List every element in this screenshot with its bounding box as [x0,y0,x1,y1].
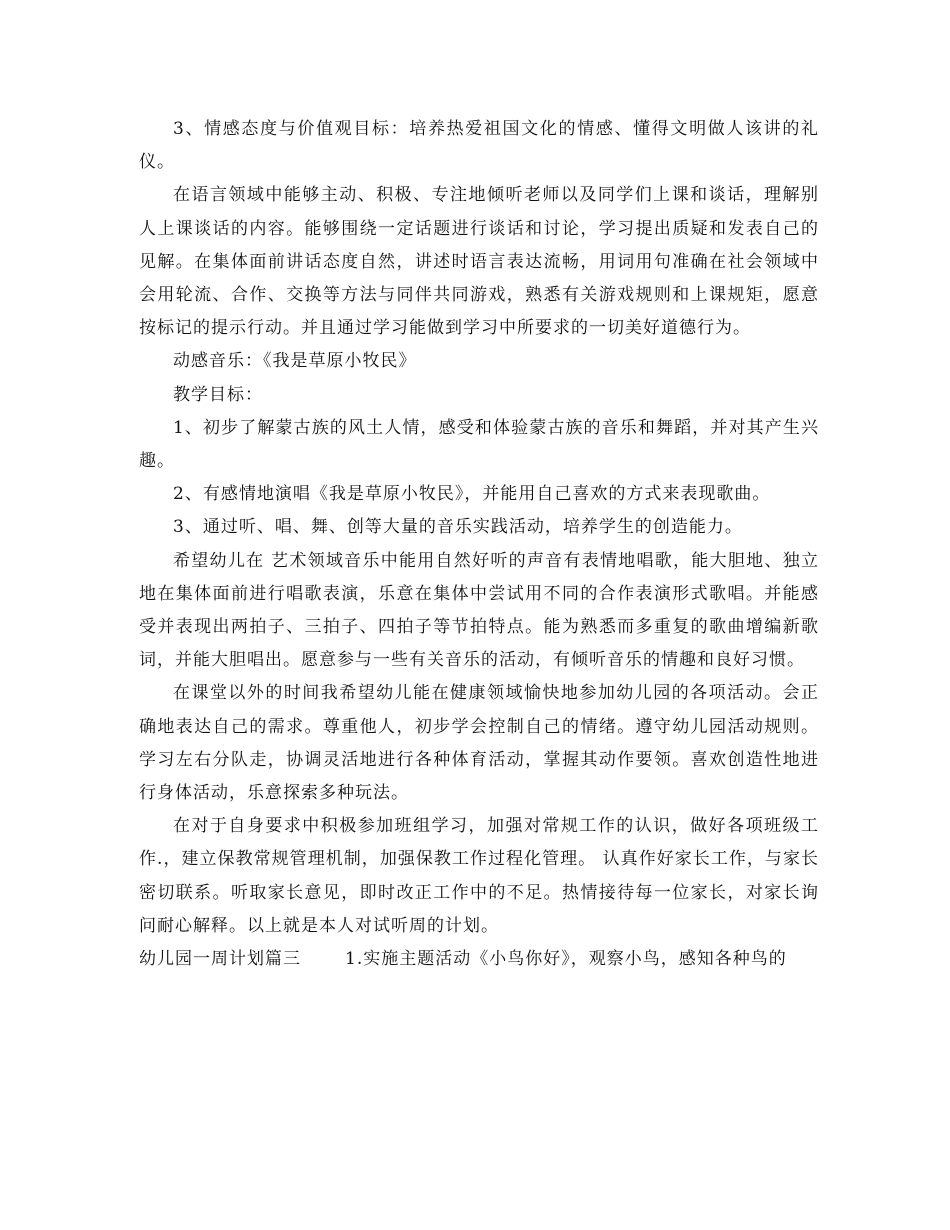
paragraph-art-domain: 希望幼儿在 艺术领域音乐中能用自然好听的声音有表情地唱歌，能大胆地、独立地在集体面前进行唱歌表演，乐意在集体中尝试用不同的合作表演形式歌唱。并能感受并表现出两拍子、三拍子、四拍子等节拍特点。能为熟悉而多重复的歌曲增编新歌词，并能大胆唱出。愿意参与一些有关音乐的活动，有倾听音乐的情趣和良好习惯。 [139,550,819,671]
section-first-line: 1.实施主题活动《小鸟你好》，观察小鸟，感知各种鸟的 [345,949,787,970]
paragraph-self-requirements: 在对于自身要求中积极参加班组学习，加强对常规工作的认识，做好各项班级工作.，建立保教常规管理机制，加强保教工作过程化管理。 认真作好家长工作，与家长密切联系。听取家长意见，即时改正工作中的不足。热情接待每一位家长，对家长询问耐心解释。以上就是本人对试听周的计划。 [139,816,819,936]
paragraph-music-title: 动感音乐：《我是草原小牧民》 [173,351,417,372]
paragraph-goal-3: 3、情感态度与价值观目标：培养热爱祖国文化的情感、懂得文明做人该讲的礼仪。 [139,119,819,173]
paragraph-teaching-goal-3: 3、通过听、唱、舞、创等大量的音乐实践活动，培养学生的创造能力。 [173,517,743,538]
document-body [139,113,819,976]
paragraph-language-domain: 在语言领域中能够主动、积极、专注地倾听老师以及同学们上课和谈话，理解别人上课谈话的内容。能够围绕一定话题进行谈话和讨论，学习提出质疑和发表自己的见解。在集体面前讲话态度自然，讲述时语言表达流畅，用词用句准确在社会领域中会用轮流、合作、交换等方法与同伴共同游戏，熟悉有关游戏规则和上课规矩，愿意按标记的提示行动。并且通过学习能做到学习中所要求的一切美好道德行为。 [139,185,819,339]
paragraph-health-domain: 在课堂以外的时间我希望幼儿能在健康领域愉快地参加幼儿园的各项活动。会正确地表达自己的需求。尊重他人，初步学会控制自己的情绪。遵守幼儿园活动规则。学习左右分队走，协调灵活地进行各种体育活动，掌握其动作要领。喜欢创造性地进行身体活动，乐意探索多种玩法。 [139,683,819,804]
last-line [139,943,819,976]
section-heading: 幼儿园一周计划篇三 [139,949,301,970]
paragraph-teaching-goals-heading: 教学目标： [173,384,263,405]
paragraph-teaching-goal-2: 2、有感情地演唱《我是草原小牧民》，并能用自己喜欢的方式来表现歌曲。 [173,484,771,505]
paragraph-teaching-goal-1: 1、初步了解蒙古族的风土人情，感受和体验蒙古族的音乐和舞蹈，并对其产生兴趣。 [139,417,819,472]
